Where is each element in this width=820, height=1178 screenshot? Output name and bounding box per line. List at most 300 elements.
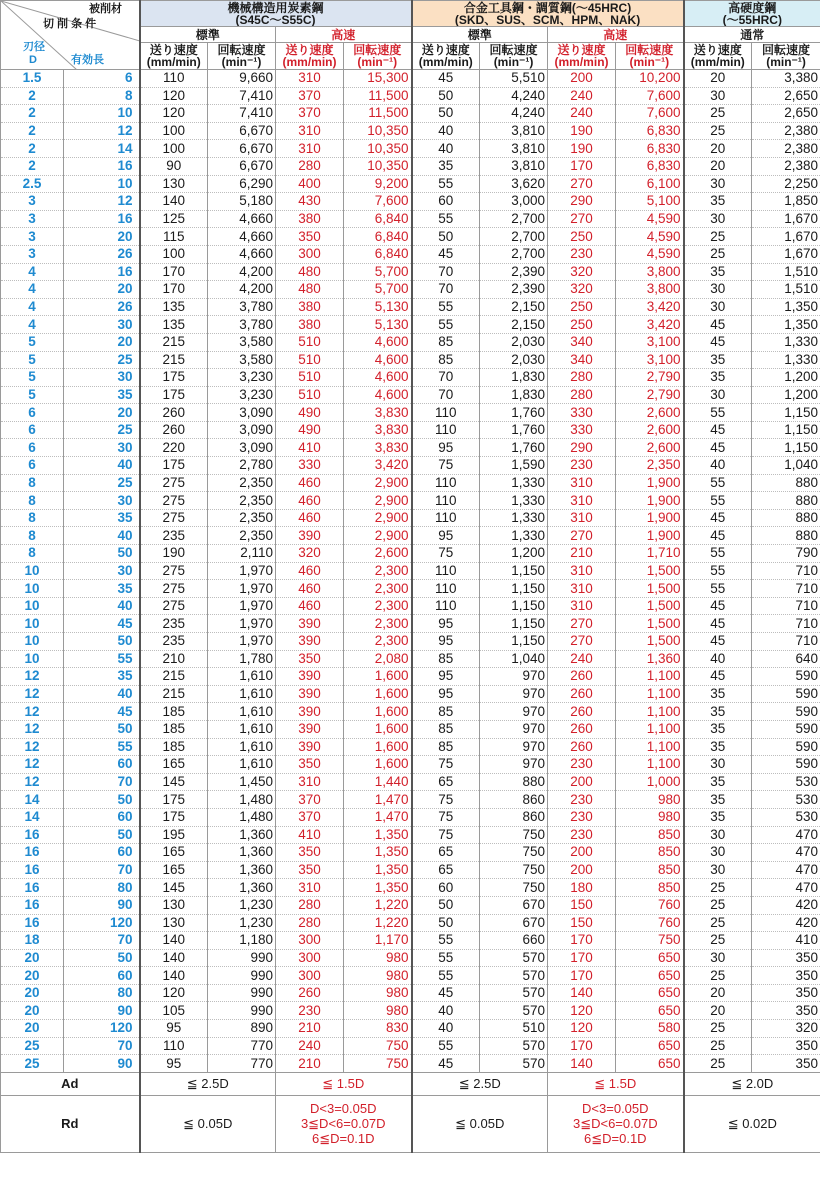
feed-rate-cell: 370 (276, 791, 344, 809)
spindle-speed-cell: 2,300 (344, 580, 412, 598)
feed-rate-cell: 35 (684, 703, 752, 721)
feed-rate-cell: 250 (548, 316, 616, 334)
length-cell: 30 (64, 316, 140, 334)
feed-rate-cell: 35 (684, 263, 752, 281)
table-row (1, 879, 820, 897)
spindle-speed-cell: 2,150 (480, 316, 548, 334)
spindle-speed-cell: 880 (752, 492, 820, 510)
feed-rate-cell: 280 (548, 386, 616, 404)
spindle-speed-cell: 3,830 (344, 439, 412, 457)
feed-rate-cell: 390 (276, 738, 344, 756)
feed-rate-cell: 35 (684, 685, 752, 703)
spindle-speed-cell: 5,130 (344, 298, 412, 316)
length-cell: 35 (64, 509, 140, 527)
diameter-cell: 6 (1, 404, 64, 422)
diameter-cell: 16 (1, 914, 64, 932)
length-cell: 50 (64, 791, 140, 809)
length-cell: 25 (64, 351, 140, 369)
spindle-speed-cell: 2,350 (208, 492, 276, 510)
rpm-column-header (208, 43, 276, 70)
ad-value: ≦ 2.5D (412, 1072, 548, 1095)
length-cell: 26 (64, 245, 140, 263)
feed-rate-cell: 490 (276, 421, 344, 439)
feed-rate-cell: 240 (548, 87, 616, 105)
column-header-label: 送り速度 (285, 43, 334, 57)
table-row (1, 615, 820, 633)
spindle-speed-cell: 2,900 (344, 509, 412, 527)
feed-rate-cell: 120 (140, 105, 208, 123)
spindle-speed-cell: 470 (752, 861, 820, 879)
diameter-cell: 12 (1, 703, 64, 721)
diameter-cell: 10 (1, 615, 64, 633)
feed-rate-cell: 280 (276, 896, 344, 914)
rd-line: 6≦D=0.1D (311, 1131, 375, 1147)
spindle-speed-cell: 1,600 (344, 756, 412, 774)
diameter-cell: 12 (1, 668, 64, 686)
table-row (1, 228, 820, 246)
feed-rate-cell: 45 (412, 245, 480, 263)
diameter-cell: 6 (1, 439, 64, 457)
feed-rate-cell: 275 (140, 492, 208, 510)
spindle-speed-cell: 3,230 (208, 369, 276, 387)
spindle-speed-cell: 980 (616, 808, 684, 826)
feed-rate-cell: 35 (412, 157, 480, 175)
spindle-speed-cell: 3,420 (616, 298, 684, 316)
feed-rate-cell: 90 (140, 157, 208, 175)
ad-label: Ad (1, 1072, 140, 1095)
condition-label: 切 削 条 件 (43, 18, 97, 30)
spindle-speed-cell: 1,970 (208, 580, 276, 598)
feed-rate-cell: 390 (276, 527, 344, 545)
table-row (1, 949, 820, 967)
spindle-speed-cell: 4,660 (208, 228, 276, 246)
length-cell: 20 (64, 228, 140, 246)
feed-rate-cell: 290 (548, 193, 616, 211)
table-row (1, 1020, 820, 1038)
table-row (1, 509, 820, 527)
length-cell: 90 (64, 1002, 140, 1020)
feed-rate-cell: 20 (684, 70, 752, 88)
table-row (1, 773, 820, 791)
rpm-column-header (480, 43, 548, 70)
diameter-cell: 16 (1, 879, 64, 897)
subgroup-standard: 標準 (140, 27, 276, 43)
spindle-speed-cell: 750 (344, 1037, 412, 1055)
feed-rate-cell: 230 (276, 1002, 344, 1020)
spindle-speed-cell: 710 (752, 580, 820, 598)
diameter-cell: 20 (1, 984, 64, 1002)
feed-rate-cell: 50 (412, 87, 480, 105)
feed-rate-cell: 480 (276, 263, 344, 281)
group-header-carbon-steel (140, 1, 412, 27)
spindle-speed-cell: 6,290 (208, 175, 276, 193)
spindle-speed-cell: 1,100 (616, 685, 684, 703)
spindle-speed-cell: 650 (616, 967, 684, 985)
spindle-speed-cell: 670 (480, 896, 548, 914)
spindle-speed-cell: 1,360 (208, 844, 276, 862)
feed-rate-cell: 65 (412, 844, 480, 862)
diameter-cell: 1.5 (1, 70, 64, 88)
column-header-unit: (min⁻¹) (221, 55, 262, 69)
length-cell: 20 (64, 333, 140, 351)
feed-rate-cell: 235 (140, 527, 208, 545)
diameter-cell: 3 (1, 193, 64, 211)
feed-rate-cell: 430 (276, 193, 344, 211)
column-header-unit: (mm/min) (418, 55, 473, 69)
spindle-speed-cell: 6,670 (208, 140, 276, 158)
spindle-speed-cell: 7,600 (344, 193, 412, 211)
spindle-speed-cell: 770 (208, 1055, 276, 1073)
spindle-speed-cell: 6,100 (616, 175, 684, 193)
spindle-speed-cell: 1,200 (480, 545, 548, 563)
spindle-speed-cell: 750 (616, 932, 684, 950)
spindle-speed-cell: 980 (344, 967, 412, 985)
spindle-speed-cell: 2,600 (616, 404, 684, 422)
spindle-speed-cell: 2,700 (480, 228, 548, 246)
feed-rate-cell: 300 (276, 949, 344, 967)
spindle-speed-cell: 470 (752, 844, 820, 862)
feed-rate-cell: 175 (140, 791, 208, 809)
spindle-speed-cell: 1,970 (208, 562, 276, 580)
length-cell: 60 (64, 844, 140, 862)
spindle-speed-cell: 410 (752, 932, 820, 950)
column-header-label: 回転速度 (762, 43, 811, 57)
table-row (1, 703, 820, 721)
feed-rate-cell: 55 (412, 967, 480, 985)
rd-line: D<3=0.05D (582, 1101, 649, 1117)
spindle-speed-cell: 1,100 (616, 668, 684, 686)
column-header-label: 回転速度 (489, 43, 538, 57)
spindle-speed-cell: 1,900 (616, 509, 684, 527)
spindle-speed-cell: 15,300 (344, 70, 412, 88)
feed-rate-cell: 240 (548, 650, 616, 668)
spindle-speed-cell: 750 (480, 861, 548, 879)
feed-rate-cell: 330 (276, 457, 344, 475)
spindle-speed-cell: 2,110 (208, 545, 276, 563)
feed-rate-cell: 140 (140, 967, 208, 985)
spindle-speed-cell: 580 (616, 1020, 684, 1038)
feed-rate-cell: 55 (684, 562, 752, 580)
table-row (1, 545, 820, 563)
spindle-speed-cell: 1,510 (752, 281, 820, 299)
spindle-speed-cell: 570 (480, 967, 548, 985)
table-row (1, 333, 820, 351)
spindle-speed-cell: 4,590 (616, 245, 684, 263)
spindle-speed-cell: 11,500 (344, 87, 412, 105)
length-cell: 50 (64, 720, 140, 738)
feed-rate-cell: 70 (412, 281, 480, 299)
feed-rate-cell: 480 (276, 281, 344, 299)
spindle-speed-cell: 1,220 (344, 914, 412, 932)
column-header-label: 送り速度 (149, 43, 198, 57)
feed-rate-cell: 110 (412, 492, 480, 510)
spindle-speed-cell: 590 (752, 703, 820, 721)
spindle-speed-cell: 1,150 (480, 615, 548, 633)
spindle-speed-cell: 350 (752, 1037, 820, 1055)
feed-rate-cell: 390 (276, 668, 344, 686)
feed-rate-cell: 170 (548, 967, 616, 985)
table-row (1, 668, 820, 686)
feed-rate-cell: 45 (684, 439, 752, 457)
rd-value-high-speed (548, 1095, 684, 1152)
length-cell: 30 (64, 369, 140, 387)
diameter-cell: 3 (1, 245, 64, 263)
table-row (1, 844, 820, 862)
spindle-speed-cell: 750 (480, 844, 548, 862)
length-cell: 120 (64, 1020, 140, 1038)
length-cell: 60 (64, 756, 140, 774)
feed-rate-cell: 410 (276, 439, 344, 457)
feed-rate-cell: 30 (684, 175, 752, 193)
feed-rate-cell: 40 (412, 140, 480, 158)
table-row (1, 70, 820, 88)
diameter-cell: 20 (1, 967, 64, 985)
spindle-speed-cell: 4,660 (208, 245, 276, 263)
spindle-speed-cell: 2,350 (208, 527, 276, 545)
table-row (1, 492, 820, 510)
spindle-speed-cell: 990 (208, 949, 276, 967)
length-cell: 50 (64, 949, 140, 967)
feed-rate-cell: 30 (684, 386, 752, 404)
spindle-speed-cell: 2,300 (344, 633, 412, 651)
table-row (1, 914, 820, 932)
subgroup-standard: 標準 (412, 27, 548, 43)
feed-rate-cell: 75 (412, 545, 480, 563)
feed-rate-cell: 490 (276, 404, 344, 422)
diameter-cell: 4 (1, 316, 64, 334)
length-cell: 80 (64, 984, 140, 1002)
spindle-speed-cell: 1,510 (752, 263, 820, 281)
spindle-speed-cell: 1,590 (480, 457, 548, 475)
spindle-speed-cell: 880 (752, 527, 820, 545)
spindle-speed-cell: 1,610 (208, 738, 276, 756)
spindle-speed-cell: 980 (344, 984, 412, 1002)
feed-rate-cell: 510 (276, 369, 344, 387)
spindle-speed-cell: 1,600 (344, 685, 412, 703)
length-cell: 40 (64, 597, 140, 615)
table-row (1, 1002, 820, 1020)
feed-rate-cell: 35 (684, 369, 752, 387)
table-row (1, 87, 820, 105)
length-cell: 60 (64, 808, 140, 826)
feed-rate-cell: 95 (412, 633, 480, 651)
column-header-unit: (mm/min) (146, 55, 201, 69)
feed-rate-cell: 85 (412, 720, 480, 738)
length-cell: 10 (64, 175, 140, 193)
feed-rate-cell: 140 (140, 949, 208, 967)
spindle-speed-cell: 3,830 (344, 404, 412, 422)
spindle-speed-cell: 670 (480, 914, 548, 932)
feed-rate-cell: 175 (140, 457, 208, 475)
spindle-speed-cell: 590 (752, 668, 820, 686)
spindle-speed-cell: 1,850 (752, 193, 820, 211)
spindle-speed-cell: 1,830 (480, 386, 548, 404)
spindle-speed-cell: 2,030 (480, 351, 548, 369)
feed-rate-cell: 140 (548, 984, 616, 1002)
spindle-speed-cell: 1,200 (752, 369, 820, 387)
column-header-label: 送り速度 (693, 43, 742, 57)
feed-rate-cell: 25 (684, 105, 752, 123)
table-row (1, 474, 820, 492)
feed-rate-cell: 100 (140, 245, 208, 263)
diameter-cell: 12 (1, 685, 64, 703)
rd-value: ≦ 0.05D (412, 1095, 548, 1152)
spindle-speed-cell: 6,670 (208, 122, 276, 140)
spindle-speed-cell: 3,580 (208, 333, 276, 351)
feed-rate-cell: 85 (412, 738, 480, 756)
spindle-speed-cell: 3,380 (752, 70, 820, 88)
feed-rate-cell: 150 (548, 896, 616, 914)
spindle-speed-cell: 3,780 (208, 316, 276, 334)
feed-rate-cell: 30 (684, 826, 752, 844)
feed-rate-cell: 180 (548, 879, 616, 897)
feed-rate-cell: 25 (684, 879, 752, 897)
spindle-speed-cell: 2,390 (480, 281, 548, 299)
feed-rate-cell: 175 (140, 369, 208, 387)
spindle-speed-cell: 470 (752, 879, 820, 897)
spindle-speed-cell: 1,500 (616, 580, 684, 598)
column-header-unit: (mm/min) (554, 55, 609, 69)
spindle-speed-cell: 7,410 (208, 105, 276, 123)
feed-column-header (548, 43, 616, 70)
feed-rate-cell: 50 (412, 896, 480, 914)
spindle-speed-cell: 860 (480, 791, 548, 809)
spindle-speed-cell: 830 (344, 1020, 412, 1038)
spindle-speed-cell: 1,000 (616, 773, 684, 791)
length-cell: 35 (64, 386, 140, 404)
spindle-speed-cell: 1,100 (616, 720, 684, 738)
feed-rate-cell: 340 (548, 351, 616, 369)
length-cell: 14 (64, 140, 140, 158)
spindle-speed-cell: 530 (752, 791, 820, 809)
feed-rate-cell: 55 (684, 404, 752, 422)
subgroup-normal: 通常 (684, 27, 820, 43)
spindle-speed-cell: 1,100 (616, 756, 684, 774)
spindle-speed-cell: 2,150 (480, 298, 548, 316)
diameter-cell: 12 (1, 738, 64, 756)
spindle-speed-cell: 6,830 (616, 140, 684, 158)
spindle-speed-cell: 5,510 (480, 70, 548, 88)
feed-rate-cell: 145 (140, 879, 208, 897)
feed-rate-cell: 40 (684, 457, 752, 475)
spindle-speed-cell: 1,610 (208, 703, 276, 721)
feed-rate-cell: 175 (140, 808, 208, 826)
spindle-speed-cell: 3,810 (480, 122, 548, 140)
feed-rate-cell: 85 (412, 703, 480, 721)
diameter-cell: 4 (1, 263, 64, 281)
spindle-speed-cell: 970 (480, 720, 548, 738)
group-title: 機械構造用炭素鋼 (227, 0, 324, 15)
rpm-column-header (344, 43, 412, 70)
rpm-column-header (616, 43, 684, 70)
diameter-cell: 14 (1, 791, 64, 809)
spindle-speed-cell: 6,830 (616, 157, 684, 175)
feed-rate-cell: 275 (140, 562, 208, 580)
feed-rate-cell: 45 (684, 421, 752, 439)
spindle-speed-cell: 710 (752, 615, 820, 633)
feed-rate-cell: 410 (276, 826, 344, 844)
spindle-speed-cell: 3,830 (344, 421, 412, 439)
feed-rate-cell: 55 (412, 949, 480, 967)
feed-rate-cell: 400 (276, 175, 344, 193)
diameter-cell: 20 (1, 949, 64, 967)
feed-rate-cell: 200 (548, 861, 616, 879)
feed-rate-cell: 45 (684, 527, 752, 545)
column-header-unit: (mm/min) (690, 55, 745, 69)
spindle-speed-cell: 1,350 (344, 861, 412, 879)
spindle-speed-cell: 1,470 (344, 808, 412, 826)
length-cell: 80 (64, 879, 140, 897)
spindle-speed-cell: 1,600 (344, 703, 412, 721)
spindle-speed-cell: 1,970 (208, 633, 276, 651)
feed-rate-cell: 110 (412, 509, 480, 527)
feed-rate-cell: 25 (684, 896, 752, 914)
spindle-speed-cell: 4,240 (480, 87, 548, 105)
spindle-speed-cell: 3,230 (208, 386, 276, 404)
feed-rate-cell: 275 (140, 580, 208, 598)
length-cell: 30 (64, 439, 140, 457)
table-row (1, 562, 820, 580)
feed-rate-cell: 110 (140, 1037, 208, 1055)
diameter-cell: 20 (1, 1002, 64, 1020)
feed-rate-cell: 25 (684, 228, 752, 246)
table-row (1, 808, 820, 826)
feed-rate-cell: 30 (684, 756, 752, 774)
spindle-speed-cell: 2,250 (752, 175, 820, 193)
table-row (1, 756, 820, 774)
feed-rate-cell: 185 (140, 703, 208, 721)
feed-rate-cell: 370 (276, 105, 344, 123)
feed-rate-cell: 170 (140, 281, 208, 299)
diameter-cell: 8 (1, 545, 64, 563)
diameter-cell: 3 (1, 228, 64, 246)
table-row (1, 421, 820, 439)
feed-rate-cell: 170 (548, 949, 616, 967)
length-cell: 70 (64, 932, 140, 950)
diameter-cell: 2 (1, 140, 64, 158)
rd-line: D<3=0.05D (310, 1101, 377, 1117)
feed-rate-cell: 25 (684, 967, 752, 985)
feed-rate-cell: 55 (412, 316, 480, 334)
feed-rate-cell: 140 (548, 1055, 616, 1073)
table-row (1, 580, 820, 598)
spindle-speed-cell: 7,410 (208, 87, 276, 105)
spindle-speed-cell: 3,420 (344, 457, 412, 475)
group-header-alloy-steel (412, 1, 684, 27)
feed-rate-cell: 75 (412, 457, 480, 475)
feed-rate-cell: 25 (684, 932, 752, 950)
feed-rate-cell: 55 (412, 932, 480, 950)
spindle-speed-cell: 980 (344, 1002, 412, 1020)
group-title: 高硬度鋼 (728, 0, 777, 15)
spindle-speed-cell: 3,000 (480, 193, 548, 211)
spindle-speed-cell: 350 (752, 967, 820, 985)
spindle-speed-cell: 2,080 (344, 650, 412, 668)
feed-rate-cell: 215 (140, 351, 208, 369)
column-header-unit: (min⁻¹) (766, 55, 806, 69)
spindle-speed-cell: 4,200 (208, 281, 276, 299)
feed-rate-cell: 250 (548, 228, 616, 246)
feed-rate-cell: 135 (140, 298, 208, 316)
spindle-speed-cell: 4,600 (344, 351, 412, 369)
feed-rate-cell: 460 (276, 509, 344, 527)
spindle-speed-cell: 5,100 (616, 193, 684, 211)
feed-rate-cell: 510 (276, 351, 344, 369)
feed-rate-cell: 100 (140, 140, 208, 158)
feed-rate-cell: 310 (276, 122, 344, 140)
spindle-speed-cell: 3,090 (208, 439, 276, 457)
table-row (1, 1037, 820, 1055)
